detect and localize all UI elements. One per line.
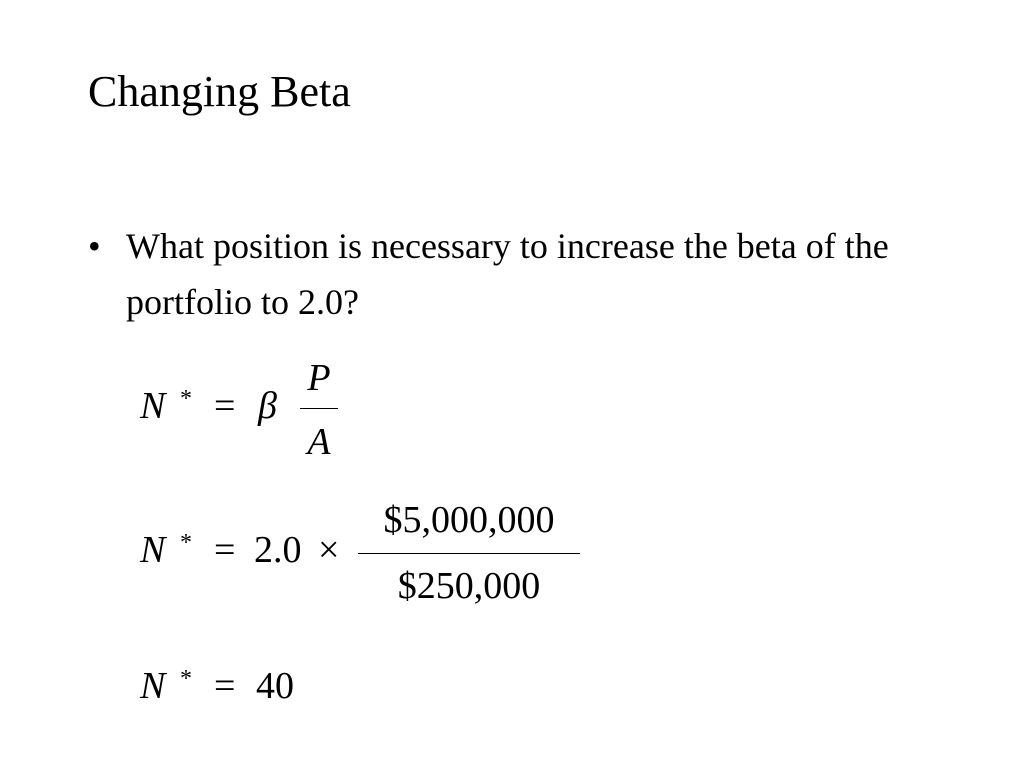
eq1-denominator: A (307, 421, 331, 463)
eq1-equals-sign: = (214, 385, 236, 427)
eq2-lhs-variable: N (140, 529, 166, 571)
eq2-coefficient: 2.0 (254, 529, 302, 571)
eq3-result: 40 (256, 665, 294, 707)
bullet-marker: • (88, 226, 101, 266)
eq3-superscript: * (180, 666, 192, 692)
eq1-superscript: * (180, 386, 192, 412)
eq1-beta-symbol: β (258, 385, 277, 427)
eq2-fraction-bar (358, 553, 580, 554)
eq2-superscript: * (180, 530, 192, 556)
slide-title: Changing Beta (88, 67, 351, 116)
eq2-equals-sign: = (214, 529, 236, 571)
eq2-times-sign: × (318, 529, 340, 571)
eq1-numerator: P (307, 357, 331, 399)
eq1-lhs-variable: N (140, 385, 166, 427)
eq1-fraction-bar (300, 408, 338, 409)
bullet-text: What position is necessary to increase the beta of the portfolio to 2.0? (126, 226, 889, 322)
eq2-numerator: $5,000,000 (383, 499, 555, 541)
eq3-equals-sign: = (214, 665, 236, 707)
eq2-denominator: $250,000 (397, 565, 541, 607)
eq3-lhs-variable: N (140, 665, 166, 707)
